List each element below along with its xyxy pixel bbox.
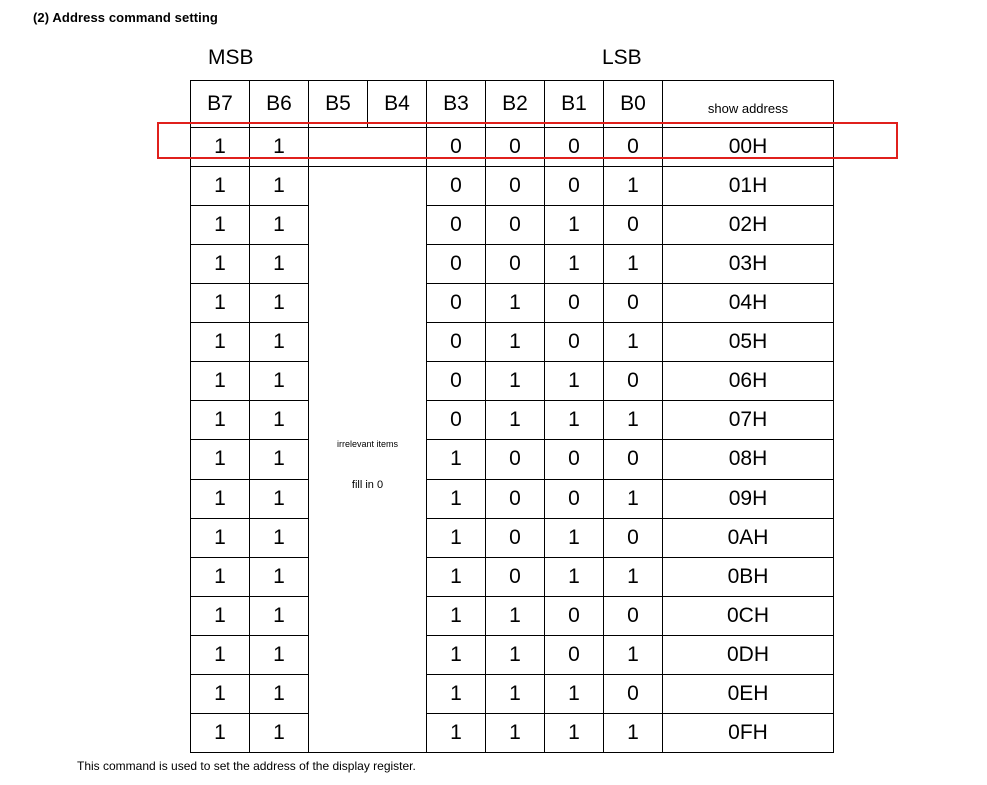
cell-b3: 0 <box>427 323 486 362</box>
address-command-table <box>190 80 834 753</box>
cell-b1: 1 <box>545 557 604 596</box>
cell-b1: 0 <box>545 440 604 479</box>
cell-b1: 1 <box>545 674 604 713</box>
cell-b6: 1 <box>250 128 309 167</box>
cell-show-address: 0AH <box>663 518 834 557</box>
cell-b0: 0 <box>604 284 663 323</box>
cell-b1: 0 <box>545 635 604 674</box>
cell-b2: 1 <box>486 323 545 362</box>
cell-show-address: 0CH <box>663 596 834 635</box>
table-row <box>191 518 834 557</box>
table-row <box>191 206 834 245</box>
cell-b2: 1 <box>486 635 545 674</box>
table-row <box>191 674 834 713</box>
cell-b6: 1 <box>250 557 309 596</box>
cell-b3: 0 <box>427 167 486 206</box>
cell-b1: 1 <box>545 362 604 401</box>
cell-b6: 1 <box>250 401 309 440</box>
cell-b0: 0 <box>604 362 663 401</box>
cell-b1: 1 <box>545 206 604 245</box>
table-row <box>191 635 834 674</box>
cell-b3: 1 <box>427 557 486 596</box>
header-b1: B1 <box>545 81 604 128</box>
cell-b7: 1 <box>191 245 250 284</box>
cell-b3: 1 <box>427 713 486 752</box>
cell-b0: 1 <box>604 635 663 674</box>
cell-b7: 1 <box>191 557 250 596</box>
cell-show-address: 0DH <box>663 635 834 674</box>
cell-b1: 1 <box>545 713 604 752</box>
cell-b7: 1 <box>191 128 250 167</box>
table-row <box>191 557 834 596</box>
header-b3: B3 <box>427 81 486 128</box>
cell-b0: 0 <box>604 674 663 713</box>
cell-b6: 1 <box>250 323 309 362</box>
cell-b6: 1 <box>250 713 309 752</box>
cell-b0: 0 <box>604 596 663 635</box>
cell-b7: 1 <box>191 713 250 752</box>
table-row <box>191 284 834 323</box>
cell-show-address: 00H <box>663 128 834 167</box>
irrelevant-items-cell <box>309 167 427 753</box>
cell-b6: 1 <box>250 245 309 284</box>
cell-show-address: 05H <box>663 323 834 362</box>
cell-b7: 1 <box>191 518 250 557</box>
header-b7: B7 <box>191 81 250 128</box>
cell-b6: 1 <box>250 596 309 635</box>
cell-b3: 0 <box>427 401 486 440</box>
cell-b0: 0 <box>604 128 663 167</box>
cell-show-address: 02H <box>663 206 834 245</box>
header-b4: B4 <box>368 81 427 128</box>
table-row <box>191 401 834 440</box>
table-header-row <box>191 81 834 128</box>
cell-b1: 0 <box>545 479 604 518</box>
table-row <box>191 713 834 752</box>
cell-b1: 1 <box>545 518 604 557</box>
cell-b7: 1 <box>191 167 250 206</box>
irrelevant-items-label: irrelevant items <box>336 439 399 449</box>
section-heading: (2) Address command setting <box>33 10 218 25</box>
cell-b2: 1 <box>486 713 545 752</box>
cell-b6: 1 <box>250 206 309 245</box>
cell-b3: 1 <box>427 596 486 635</box>
cell-b0: 1 <box>604 245 663 284</box>
header-b0: B0 <box>604 81 663 128</box>
cell-b1: 1 <box>545 245 604 284</box>
cell-b2: 0 <box>486 128 545 167</box>
footnote: This command is used to set the address of the display register. <box>77 759 416 773</box>
cell-b1: 0 <box>545 128 604 167</box>
cell-b3: 1 <box>427 518 486 557</box>
header-show-address: show address <box>663 81 834 128</box>
cell-b3: 0 <box>427 284 486 323</box>
cell-b3: 1 <box>427 479 486 518</box>
table-row <box>191 440 834 479</box>
table-row <box>191 323 834 362</box>
header-b6: B6 <box>250 81 309 128</box>
cell-show-address: 0EH <box>663 674 834 713</box>
cell-b0: 1 <box>604 401 663 440</box>
cell-b6: 1 <box>250 635 309 674</box>
cell-b3: 1 <box>427 440 486 479</box>
cell-b7: 1 <box>191 674 250 713</box>
table-row <box>191 479 834 518</box>
cell-b3: 1 <box>427 635 486 674</box>
table-row <box>191 128 834 167</box>
cell-b0: 0 <box>604 440 663 479</box>
cell-b1: 0 <box>545 167 604 206</box>
header-b2: B2 <box>486 81 545 128</box>
cell-b2: 1 <box>486 401 545 440</box>
cell-b6: 1 <box>250 362 309 401</box>
cell-b1: 0 <box>545 323 604 362</box>
cell-b7: 1 <box>191 323 250 362</box>
cell-b2: 0 <box>486 518 545 557</box>
cell-b6: 1 <box>250 674 309 713</box>
cell-b6: 1 <box>250 518 309 557</box>
cell-show-address: 01H <box>663 167 834 206</box>
cell-b0: 1 <box>604 167 663 206</box>
table-row <box>191 362 834 401</box>
cell-show-address: 09H <box>663 479 834 518</box>
cell-b7: 1 <box>191 596 250 635</box>
table-row <box>191 167 834 206</box>
cell-b1: 0 <box>545 284 604 323</box>
cell-b0: 0 <box>604 206 663 245</box>
cell-b7: 1 <box>191 401 250 440</box>
cell-show-address: 07H <box>663 401 834 440</box>
cell-b7: 1 <box>191 440 250 479</box>
fill-in-zero-label: fill in 0 <box>351 479 384 491</box>
cell-b0: 1 <box>604 713 663 752</box>
cell-show-address: 06H <box>663 362 834 401</box>
cell-b2: 1 <box>486 596 545 635</box>
cell-show-address: 03H <box>663 245 834 284</box>
cell-b7: 1 <box>191 479 250 518</box>
cell-b2: 0 <box>486 206 545 245</box>
cell-b3: 0 <box>427 362 486 401</box>
msb-label: MSB <box>208 46 254 69</box>
cell-b5-b4-empty <box>309 128 427 167</box>
cell-show-address: 0FH <box>663 713 834 752</box>
cell-b6: 1 <box>250 284 309 323</box>
cell-b7: 1 <box>191 362 250 401</box>
cell-b6: 1 <box>250 440 309 479</box>
cell-b7: 1 <box>191 635 250 674</box>
cell-b0: 1 <box>604 323 663 362</box>
cell-b6: 1 <box>250 479 309 518</box>
cell-b2: 0 <box>486 167 545 206</box>
cell-b1: 0 <box>545 596 604 635</box>
cell-b7: 1 <box>191 206 250 245</box>
cell-b2: 1 <box>486 362 545 401</box>
cell-b7: 1 <box>191 284 250 323</box>
cell-b2: 0 <box>486 479 545 518</box>
cell-b2: 0 <box>486 557 545 596</box>
cell-b2: 0 <box>486 245 545 284</box>
header-b5: B5 <box>309 81 368 128</box>
cell-b1: 1 <box>545 401 604 440</box>
table-body <box>191 128 834 753</box>
cell-show-address: 0BH <box>663 557 834 596</box>
cell-b0: 1 <box>604 479 663 518</box>
cell-b3: 0 <box>427 245 486 284</box>
cell-b2: 1 <box>486 284 545 323</box>
cell-b6: 1 <box>250 167 309 206</box>
cell-show-address: 04H <box>663 284 834 323</box>
cell-b2: 1 <box>486 674 545 713</box>
cell-b0: 1 <box>604 557 663 596</box>
cell-b3: 0 <box>427 206 486 245</box>
cell-show-address: 08H <box>663 440 834 479</box>
table-row <box>191 245 834 284</box>
table-row <box>191 596 834 635</box>
lsb-label: LSB <box>602 46 642 69</box>
cell-b2: 0 <box>486 440 545 479</box>
cell-b3: 0 <box>427 128 486 167</box>
cell-b0: 0 <box>604 518 663 557</box>
cell-b3: 1 <box>427 674 486 713</box>
